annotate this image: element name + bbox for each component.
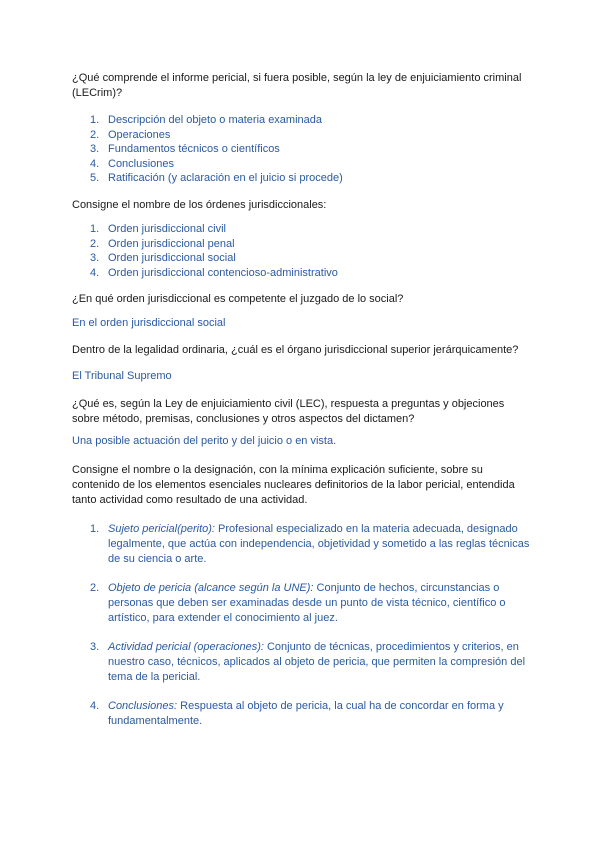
list-item: 4. Conclusiones: Respuesta al objeto de pericia, la cual ha de concordar en forma y fundamentalmente. <box>90 700 504 728</box>
list-ordenes-jurisdiccionales <box>72 222 532 280</box>
definition-term: Sujeto pericial(perito): <box>108 523 215 536</box>
answer-organo-superior: El Tribunal Supremo <box>72 370 172 383</box>
list-elementos-esenciales <box>72 522 532 729</box>
list-item: 2. Objeto de pericia (alcance según la UNE): Conjunto de hechos, circunstancias o personas que deben ser examinadas desde un punto de vista técnico, científico o artístico, para extender el conocimiento al juez. <box>90 582 506 625</box>
list-item: 3. Orden jurisdiccional social <box>90 252 236 265</box>
question-lecrim-informe: ¿Qué comprende el informe pericial, si fuera posible, según la ley de enjuiciamiento criminal (LECrim)? <box>72 72 522 99</box>
list-item: 1. Orden jurisdiccional civil <box>90 222 226 235</box>
list-item: 1. Sujeto pericial(perito): Profesional especializado en la materia adecuada, designado legalmente, que actúa con independencia, objetividad y sometido a las reglas técnicas de su ciencia o arte. <box>90 523 530 566</box>
list-item: 1. Descripción del objeto o materia examinada <box>90 114 323 126</box>
list-item: 3. Actividad pericial (operaciones): Conjunto de técnicas, procedimientos y criterios, en nuestro caso, técnicos, aplicados al objeto de pericia, que permiten la compresión del tema de la pericial. <box>90 641 526 684</box>
answer-juzgado-social: En el orden jurisdiccional social <box>72 317 226 330</box>
question-organo-superior: Dentro de la legalidad ordinaria, ¿cuál es el órgano jurisdiccional superior jerárquicamente? <box>72 344 519 357</box>
list-item: 2. Orden jurisdiccional penal <box>90 237 235 250</box>
list-item: 3. Fundamentos técnicos o científicos <box>90 143 280 156</box>
answer-lec: Una posible actuación del perito y del juicio o en vista. <box>72 435 337 448</box>
list-item: 2. Operaciones <box>90 128 171 141</box>
definition-term: Objeto de pericia (alcance según la UNE): <box>108 582 314 595</box>
list-item: 4. Orden jurisdiccional contencioso-administrativo <box>90 266 338 279</box>
question-ordenes: Consigne el nombre de los órdenes jurisdiccionales: <box>72 198 327 211</box>
list-item: 5. Ratificación (y aclaración en el juicio si procede) <box>90 172 343 185</box>
list-informe-pericial <box>72 113 532 186</box>
list-item: 4. Conclusiones <box>90 157 175 170</box>
question-juzgado-social: ¿En qué orden jurisdiccional es competente el juzgado de lo social? <box>72 293 404 306</box>
definition-term: Actividad pericial (operaciones): <box>108 641 264 654</box>
definition-term: Conclusiones: <box>108 700 178 713</box>
question-lec: ¿Qué es, según la Ley de enjuiciamiento civil (LEC), respuesta a preguntas y objeciones sobre método, premisas, conclusiones y otros aspectos del dictamen? <box>72 398 505 426</box>
question-elementos-esenciales: Consigne el nombre o la designación, con la mínima explicación suficiente, sobre su contenido de los elementos esenciales nucleares definitorios de la labor pericial, entendida tanto actividad como resultado de una actividad. <box>72 464 515 507</box>
